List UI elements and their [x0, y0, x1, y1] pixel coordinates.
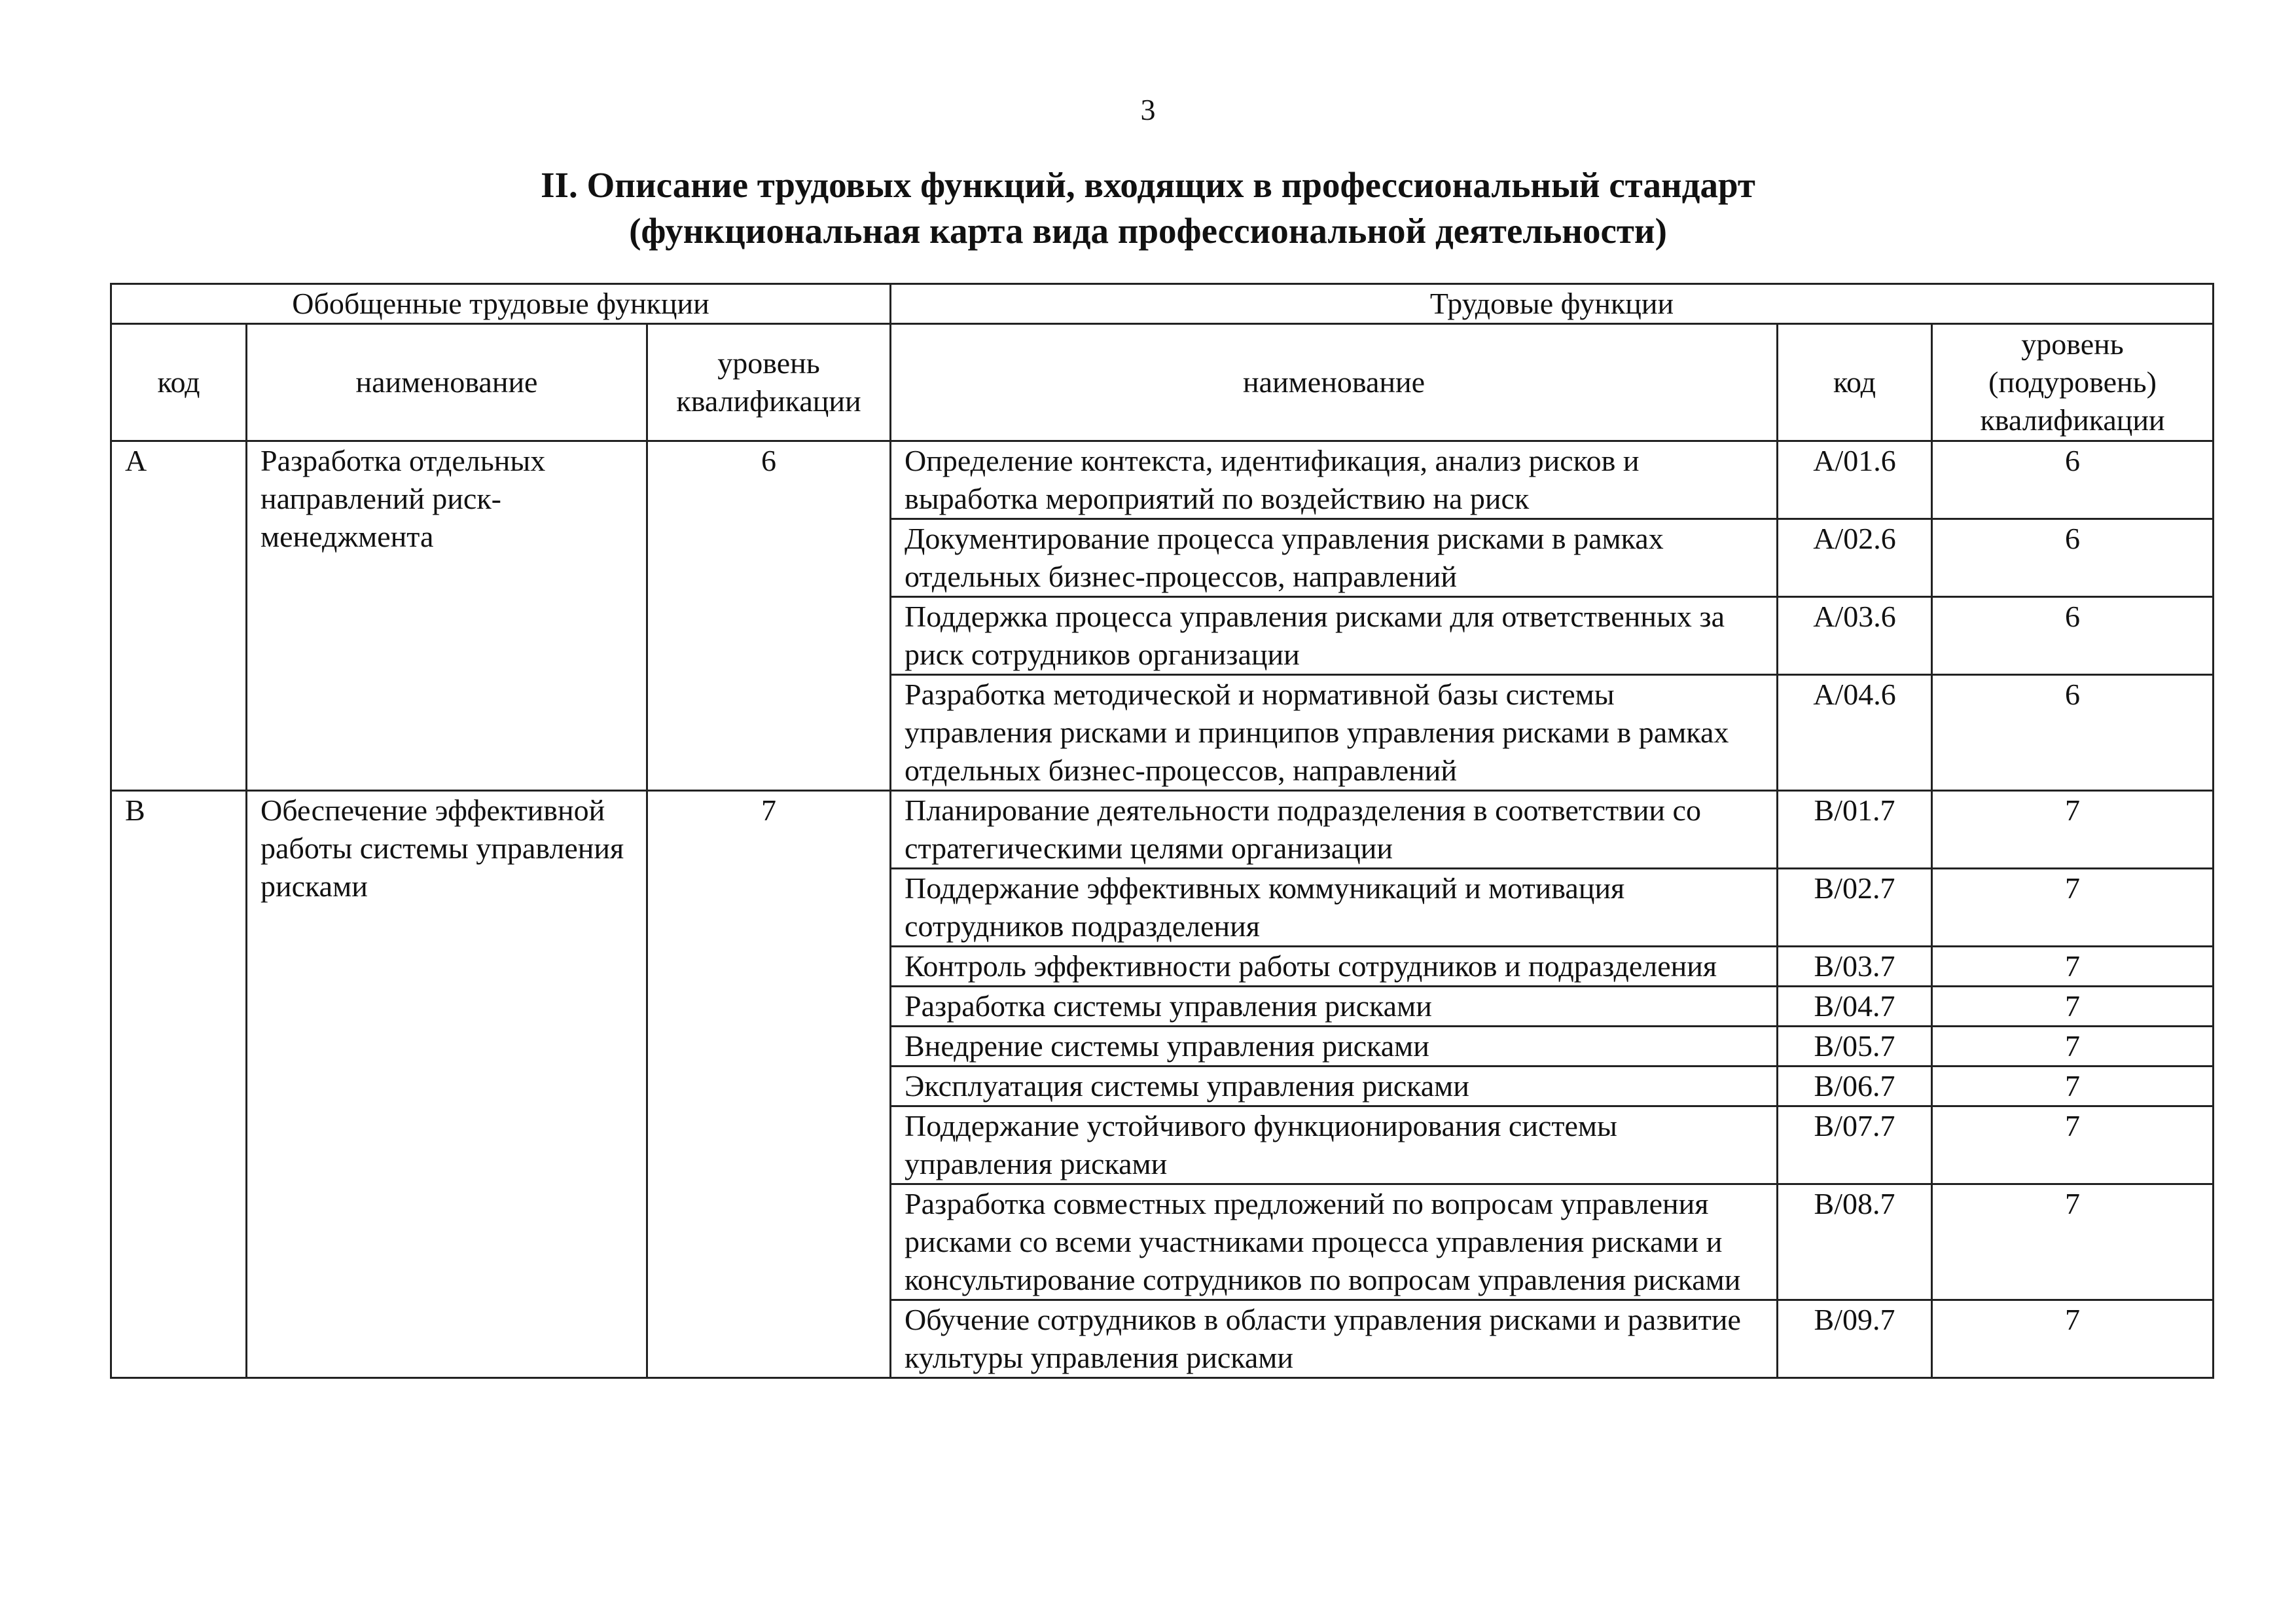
fn-name-cell: Эксплуатация системы управления рисками [891, 1067, 1778, 1106]
fn-code-cell: A/04.6 [1778, 675, 1932, 791]
fn-code-header: код [1778, 324, 1932, 441]
fn-name-cell: Поддержание эффективных коммуникаций и мотивация сотрудников подразделения [891, 869, 1778, 947]
gen-level-cell: 7 [647, 791, 891, 1378]
fn-code-cell: B/09.7 [1778, 1300, 1932, 1378]
fn-level-cell: 7 [1932, 1184, 2214, 1300]
gen-name-cell: Разработка отдельных направлений риск-менеджмента [247, 441, 647, 791]
fn-code-cell: B/05.7 [1778, 1027, 1932, 1067]
page-title [0, 162, 2296, 254]
generalized-functions-header: Обобщенные трудовые функции [111, 284, 891, 324]
gen-code-header: код [111, 324, 247, 441]
labor-functions-header: Трудовые функции [891, 284, 2214, 324]
fn-name-cell: Поддержка процесса управления рисками для ответственных за риск сотрудников организации [891, 597, 1778, 675]
fn-code-cell: B/03.7 [1778, 947, 1932, 987]
fn-level-cell: 7 [1932, 1300, 2214, 1378]
fn-name-cell: Разработка системы управления рисками [891, 987, 1778, 1027]
fn-level-cell: 7 [1932, 1106, 2214, 1184]
fn-code-cell: B/01.7 [1778, 791, 1932, 869]
title-line-1: II. Описание трудовых функций, входящих в профессиональный стандарт [541, 165, 1755, 205]
title-line-2: (функциональная карта вида профессиональной деятельности) [629, 211, 1667, 251]
fn-name-cell: Внедрение системы управления рисками [891, 1027, 1778, 1067]
gen-name-cell: Обеспечение эффективной работы системы управления рисками [247, 791, 647, 1378]
page-number: 3 [1140, 93, 1156, 126]
fn-name-cell: Определение контекста, идентификация, анализ рисков и выработка мероприятий по воздействию на риск [891, 441, 1778, 519]
fn-code-cell: A/03.6 [1778, 597, 1932, 675]
fn-code-cell: B/07.7 [1778, 1106, 1932, 1184]
fn-code-cell: B/08.7 [1778, 1184, 1932, 1300]
fn-code-cell: B/06.7 [1778, 1067, 1932, 1106]
fn-code-cell: A/02.6 [1778, 519, 1932, 597]
fn-name-header: наименование [891, 324, 1778, 441]
fn-level-cell: 7 [1932, 869, 2214, 947]
fn-code-cell: A/01.6 [1778, 441, 1932, 519]
fn-level-cell: 7 [1932, 791, 2214, 869]
fn-name-cell: Обучение сотрудников в области управления рисками и развитие культуры управления рисками [891, 1300, 1778, 1378]
fn-name-cell: Разработка методической и нормативной базы системы управления рисками и принципов управления рисками в рамках отдельных бизнес-процессов, направлений [891, 675, 1778, 791]
fn-level-cell: 6 [1932, 441, 2214, 519]
fn-code-cell: B/02.7 [1778, 869, 1932, 947]
gen-code-cell: A [111, 441, 247, 791]
fn-name-cell: Контроль эффективности работы сотрудников и подразделения [891, 947, 1778, 987]
fn-level-cell: 6 [1932, 597, 2214, 675]
fn-level-cell: 7 [1932, 947, 2214, 987]
table-row [111, 441, 2214, 519]
fn-level-header: уровень (подуровень) квалификации [1932, 324, 2214, 441]
gen-level-cell: 6 [647, 441, 891, 791]
fn-code-cell: B/04.7 [1778, 987, 1932, 1027]
gen-name-header: наименование [247, 324, 647, 441]
gen-level-header: уровень квалификации [647, 324, 891, 441]
fn-name-cell: Разработка совместных предложений по вопросам управления рисками со всеми участниками процесса управления рисками и консультирование сотрудников по вопросам управления рисками [891, 1184, 1778, 1300]
fn-level-cell: 7 [1932, 987, 2214, 1027]
fn-name-cell: Планирование деятельности подразделения в соответствии со стратегическими целями организации [891, 791, 1778, 869]
gen-code-cell: B [111, 791, 247, 1378]
table-row [111, 791, 2214, 869]
fn-level-cell: 7 [1932, 1027, 2214, 1067]
fn-name-cell: Поддержание устойчивого функционирования системы управления рисками [891, 1106, 1778, 1184]
fn-level-cell: 7 [1932, 1067, 2214, 1106]
functional-map-table [110, 283, 2214, 1379]
fn-name-cell: Документирование процесса управления рисками в рамках отдельных бизнес-процессов, направлений [891, 519, 1778, 597]
fn-level-cell: 6 [1932, 675, 2214, 791]
fn-level-cell: 6 [1932, 519, 2214, 597]
